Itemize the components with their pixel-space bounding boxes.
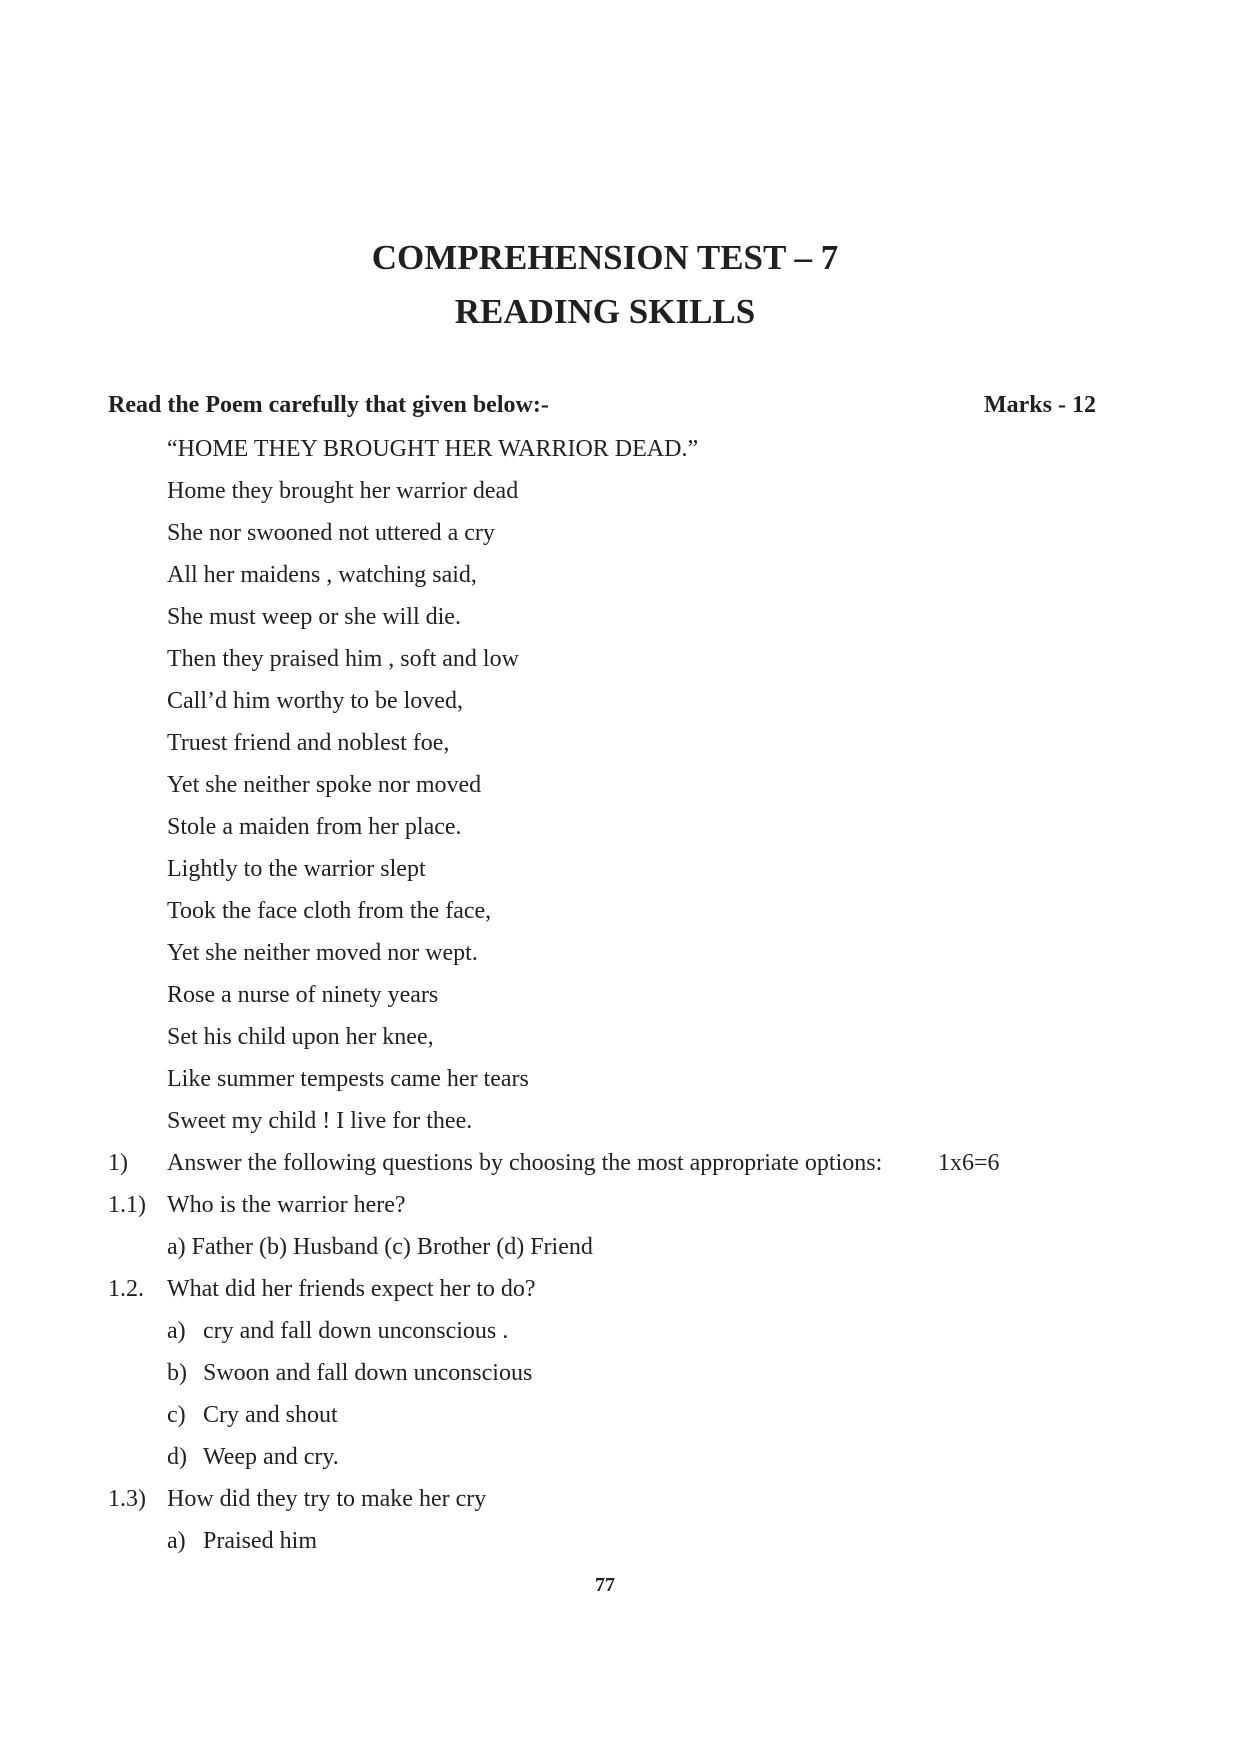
options-line	[167, 1226, 593, 1268]
poem-line: Stole a maiden from her place.	[167, 814, 462, 840]
poem-line: Then they praised him , soft and low	[167, 646, 519, 672]
poem-line: Took the face cloth from the face,	[167, 898, 492, 924]
question-text: Answer the following questions by choosing the most appropriate options:	[167, 1150, 883, 1176]
poem-line: Sweet my child ! I live for thee.	[167, 1108, 473, 1134]
question-text: Who is the warrior here?	[167, 1192, 406, 1218]
poem-line: Yet she neither spoke nor moved	[167, 772, 482, 798]
question-text: How did they try to make her cry	[167, 1486, 487, 1512]
instruction-text: Read the Poem carefully that given below:-	[108, 392, 549, 418]
question-score: 1x6=6	[938, 1150, 1000, 1176]
poem-line: Lightly to the warrior slept	[167, 856, 426, 882]
option-text: Weep and cry.	[203, 1444, 339, 1470]
poem-line: She nor swooned not uttered a cry	[167, 520, 495, 546]
question-number: 1.3)	[108, 1486, 146, 1512]
option-label: d)	[167, 1444, 187, 1470]
poem-line: Truest friend and noblest foe,	[167, 730, 450, 756]
marks-label: Marks - 12	[984, 392, 1096, 418]
poem-line: Yet she neither moved nor wept.	[167, 940, 478, 966]
page-subtitle: READING SKILLS	[454, 292, 756, 331]
page-title: COMPREHENSION TEST – 7	[371, 238, 839, 277]
poem	[167, 428, 698, 1142]
page-number: 77	[595, 1574, 615, 1596]
option-label: b)	[167, 1360, 187, 1386]
poem-line: All her maidens , watching said,	[167, 562, 477, 588]
question-number: 1.1)	[108, 1192, 146, 1218]
question-number: 1)	[108, 1150, 128, 1176]
poem-line: Home they brought her warrior dead	[167, 478, 519, 504]
question-text: What did her friends expect her to do?	[167, 1276, 536, 1302]
option-text: Swoon and fall down unconscious	[203, 1360, 533, 1386]
option-label: a)	[167, 1528, 186, 1554]
option-text: cry and fall down unconscious .	[203, 1318, 509, 1344]
option-label: a)	[167, 1318, 186, 1344]
poem-line: She must weep or she will die.	[167, 604, 461, 630]
poem-line: Like summer tempests came her tears	[167, 1066, 529, 1092]
options-text: a) Father (b) Husband (c) Brother (d) Friend	[167, 1234, 593, 1260]
poem-title: “HOME THEY BROUGHT HER WARRIOR DEAD.”	[167, 436, 699, 462]
poem-line: Rose a nurse of ninety years	[167, 982, 439, 1008]
question-number: 1.2.	[108, 1276, 144, 1302]
option-text: Cry and shout	[203, 1402, 338, 1428]
option-label: c)	[167, 1402, 186, 1428]
poem-line: Set his child upon her knee,	[167, 1024, 434, 1050]
poem-line: Call’d him worthy to be loved,	[167, 688, 463, 714]
option-text: Praised him	[203, 1528, 317, 1554]
